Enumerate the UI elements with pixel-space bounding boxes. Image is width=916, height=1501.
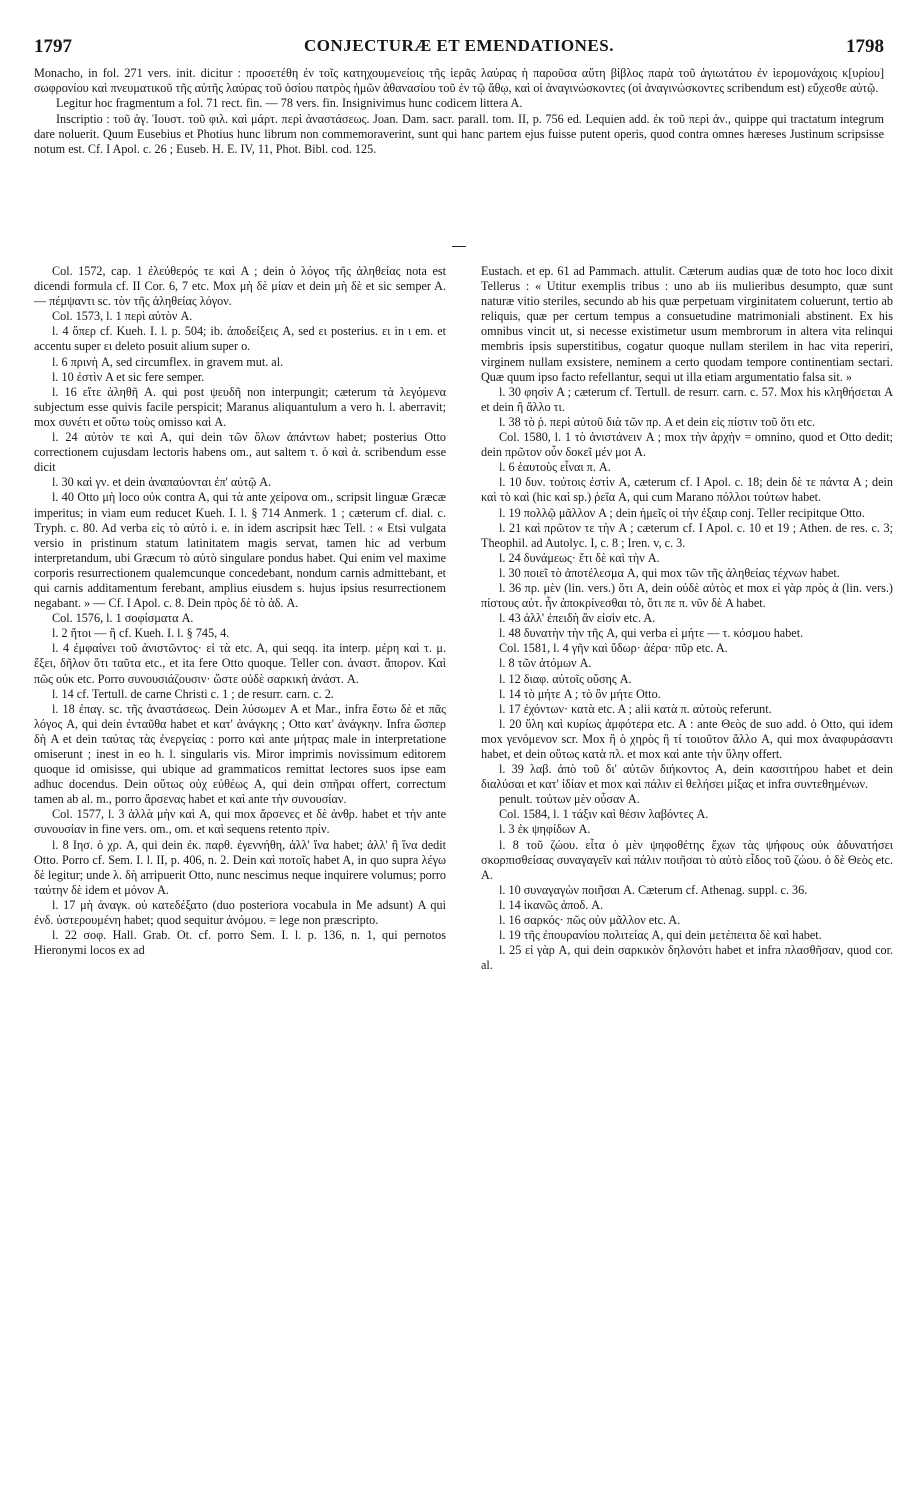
note-paragraph: l. 18 ἐπαγ. sc. τῆς ἀναστάσεως. Dein λύσωμεν A et Mar., infra ἔστω δὲ et πᾶς λόγος A, qui dein ἐνταῦθα habet et κατ' ἀνάγκης ; Otto κατ' ἀνάγκην. Infra ὥσπερ δὴ A et dein ταύτας τὰς ἐνεργείας : porro καὶ ante μήτρας male in interpretatione omiserunt ; inest in eo h. l. singularis vis. Miror imprimis novissimum editorem quoque id omisisse, qui ubique ad grammaticos remittat lectores suos ipse eam adhuc docendus. Dein οὕτως οὐχ εὐθέως A, qui dein σπῆραι offert, correctum tamen ab al. m., porro ἄρσενας habet et καὶ ante τὴν συνουσίαν.	[34, 701, 446, 807]
note-paragraph: Col. 1573, l. 1 περὶ αὐτὸν A.	[52, 309, 193, 324]
page-number-left: 1797	[34, 36, 72, 57]
note-paragraph: l. 16 σαρκός· πῶς οὐν μᾶλλον etc. A.	[499, 913, 681, 928]
page-title: CONJECTURÆ ET EMENDATIONES.	[304, 36, 614, 55]
note-paragraph: l. 14 τὸ μήτε A ; τὸ ὂν μήτε Otto.	[499, 686, 661, 701]
running-head	[34, 36, 884, 62]
note-paragraph: l. 4 ἐμφαίνει τοῦ ἀνιστῶντος· εἰ τὰ etc. A, qui seqq. ita interp. μέρη καὶ τ. μ. ἕξει, δῆλον ὅτι ταῦτα etc., et ita fere Otto quoque. Teller con. ἀναστ. ἄπορον. Καὶ πῶς οὐκ etc. Porro συνουσιάζουσιν· ὥστε οὐδὲ σαρκικὴ ἀνάστ. A.	[34, 641, 446, 686]
note-paragraph: l. 3 ἐκ ψηφίδων A.	[499, 822, 591, 837]
note-paragraph: l. 20 ὕλη καὶ κυρίως ἀμφότερα etc. A : ante Θεὸς de suo add. ὁ Otto, qui idem mox γενόμενον scr. Mox ἢ ὁ χηρὸς ἢ τί τοιοῦτον ἄλλο A, qui mox ἀναφυράσαντι habet, et dein οὕτως κατὰ πλ. et mox καὶ ante τὴν ὕλην offert.	[481, 716, 893, 761]
note-paragraph: Col. 1584, l. 1 τάξιν καὶ θέσιν λαβόντες A.	[499, 807, 709, 822]
note-paragraph: penult. τούτων μὲν οὖσαν A.	[499, 792, 640, 807]
note-paragraph: l. 14 cf. Tertull. de carne Christi c. 1 ; de resurr. carn. c. 2.	[52, 686, 334, 701]
note-paragraph: l. 36 πρ. μὲν (lin. vers.) ὅτι A, dein οὐδὲ αὐτὸς et mox εἰ γὰρ πρὸς ἀ (lin. vers.) πίστους αὐτ. ἦν ἀποκρίνεσθαι τὸ, ὅτι πε π. νῦν δὲ A habet.	[481, 580, 893, 611]
note-paragraph: l. 16 εἴτε ἀληθῆ A. qui post ψευδῆ non interpungit; cæterum τὰ λεγόμενα subjectum esse quivis facile perspicit; Maranus aliquantulum a vero h. l. aberravit; mox συνέτι et οὕτω τοὺς omisso καὶ A.	[34, 384, 446, 429]
note-paragraph: Col. 1577, l. 3 ἀλλὰ μὴν καὶ A, qui mox ἄρσενες et δὲ ἀνθρ. habet et τὴν ante συνουσίαν in fine vers. om., om. et καὶ sequens retento πρίν.	[34, 807, 446, 837]
note-paragraph: l. 19 τῆς ἐπουρανίου πολιτείας A, qui dein μετέπειτα δὲ καὶ habet.	[499, 928, 822, 943]
note-paragraph: l. 6 ἑαυτοὺς εἶναι π. A.	[499, 460, 611, 475]
note-paragraph: l. 2 ἤτοι — ἢ cf. Kueh. I. l. § 745, 4.	[52, 626, 230, 641]
note-paragraph: l. 21 καὶ πρῶτον τε τὴν A ; cæterum cf. I Apol. c. 10 et 19 ; Athen. de res. c. 3; Theophil. ad Autolyc. I, c. 8 ; Iren. v, c. 3.	[481, 520, 893, 550]
note-paragraph: l. 40 Otto μὴ loco οὐκ contra A, qui τὰ ante χείρονα om., scripsit linguæ Græcæ imperitus; in viam eum reducet Kueh. I. l. § 714 Anmerk. 1 ; cæterum cf. dial. c. Tryph. c. 80. Ad verba εἰς τὸ αὐτὸ i. e. in idem ascripsit hæc Tell. : « Etsi vulgata versio in pristinum statum latinitatem magis servat, tamen hic ad verbum interpretandum, ubi Græcum τὸ αὐτὸ singulare pondus habet. Qui enim vel maxime corporis resurrectionem qualemcunque concedebant, nondum carnis admittebant, et qui carnis additamentum ferebant, amplius eiusdem s. hujus ipsius resurrectionem negabant. » — Cf. I Apol. c. 8. Dein πρὸς δὲ τὸ ἀδ. A.	[34, 490, 446, 611]
note-paragraph: l. 17 ἐχόντων· κατὰ etc. A ; alii κατὰ π. αὐτοὺς referunt.	[499, 701, 772, 716]
note-paragraph: l. 30 καὶ γν. et dein ἀναπαύονται ἐπ' αὐτῷ A.	[52, 475, 272, 490]
note-paragraph: l. 22 σοφ. Hall. Grab. Ot. cf. porro Sem. I. l. p. 136, n. 1, qui pernotos Hieronymi locos ex ad	[34, 928, 446, 958]
notes-column-left	[34, 264, 446, 958]
note-paragraph: l. 8 τῶν ἀτόμων A.	[499, 656, 592, 671]
note-paragraph: Col. 1576, l. 1 σοφίσματα A.	[52, 611, 194, 626]
note-paragraph: l. 12 διαφ. αὐτοῖς οὔσης A.	[499, 671, 632, 686]
note-paragraph: l. 30 φησὶν A ; cæterum cf. Tertull. de resurr. carn. c. 57. Mox his κληθήσεται A et dein ἢ ἄλλο τι.	[481, 384, 893, 414]
preface-paragraph: Monacho, in fol. 271 vers. init. dicitur : προσετέθη ἐν τοῖς κατηχουμενείοις τῆς ἱερᾶς λαύρας ἡ παροῦσα αὕτη βίβλος παρὰ τοῦ ἁγιωτάτου ἐν ἱερομονάχοις κ[υρίου] σωφρονίου καὶ πνευματικοῦ τῆς αὐτῆς λαύρας τοῦ ὁσίου πατρὸς ἡμῶν ἀθανασίου τοῦ ἐν τῷ ἄθῳ, καὶ οἱ ἀναγινώσκοντες (οἱ ἀναγινώσκοντες scribendum est) εὔχεσθε αὐτῷ.	[34, 66, 884, 96]
preface-paragraph: Legitur hoc fragmentum a fol. 71 rect. fin. — 78 vers. fin. Insignivimus hunc codicem littera A.	[56, 96, 523, 111]
note-paragraph: l. 8 τοῦ ζώου. εἶτα ὁ μὲν ψηφοθέτης ἔχων τὰς ψήφους οὐκ ἀδυνατήσει σκορπισθείσας συναγαγεῖν καὶ πάλιν ποιῆσαι τὸ αὐτὸ εἶδος τοῦ ζώου. ὁ δὲ Θεὸς etc. A.	[481, 837, 893, 882]
note-paragraph: Col. 1581, l. 4 γῆν καὶ ὕδωρ· ἀέρα· πῦρ etc. A.	[499, 641, 728, 656]
note-paragraph: l. 10 δυν. τούτοις ἐστὶν A, cæterum cf. I Apol. c. 18; dein δὲ τε πάντα A ; dein καὶ τὸ καὶ (hic καὶ sp.) ῥεῖα A, qui cum Marano πόλλοι τούτων habet.	[481, 475, 893, 505]
preface-block	[34, 66, 884, 157]
section-divider	[452, 246, 466, 247]
preface-paragraph: Inscriptio : τοῦ ἁγ. Ἰουστ. τοῦ φιλ. καὶ μάρτ. περὶ ἀναστάσεως. Joan. Dam. sacr. parall. tom. II, p. 756 ed. Lequien add. ἐκ τοῦ περὶ ἀν., quippe qui tractatum integrum dare noluerit. Quum Eusebius et Photius hunc librum non commemoraverint, sunt qui hanc partem ejus fuisse putent operis, quod contra omnes hæreses Justinum scripsisse notum est. Cf. I Apol. c. 26 ; Euseb. H. E. IV, 11, Phot. Bibl. cod. 125.	[34, 111, 884, 157]
note-paragraph: l. 39 λαβ. ἀπὸ τοῦ δι' αὐτῶν διήκοντος A, dein κασσιτήρου habet et dein διαλύσαι et κατ' ἰδίαν et mox καὶ πάλιν εἰ θελήσει μίξας et infra συντεθημένων.	[481, 762, 893, 792]
note-paragraph: l. 38 τὸ ῥ. περὶ αὐτοῦ διὰ τῶν πρ. A et dein εἰς πίστιν τοῦ ὅτι etc.	[499, 414, 816, 429]
note-paragraph: Eustach. et ep. 61 ad Pammach. attulit. Cæterum audias quæ de toto hoc loco dixit Tellerus : « Utitur exemplis tribus : uno ab iis mulieribus desumpto, quæ sunt naturæ vitio steriles, secundo ab his quæ perpetuam virginitatem coluerunt, tertio ab reliquis, quæ per certum tempus a consuetudine matrimoniali abstinent. Ex his omnibus vincit ut, si necesse existimetur usum membrorum in altera vita relinqui membris ipsis superstitibus, cogatur quoque nullam sterilem in hac vita reperiri, virginem nullam exsistere, neminem a certo quodam tempore continentiam sectari. Quæ quum ipso facto refellantur, sequi ut illa etiam argumentatio falsa sit. »	[481, 264, 893, 384]
note-paragraph: l. 19 πολλῷ μᾶλλον A ; dein ἡμεῖς οἱ τὴν ἐξαιρ conj. Teller recipitque Otto.	[499, 505, 865, 520]
note-paragraph: Col. 1572, cap. 1 ἐλεύθερός τε καὶ A ; dein ὁ λόγος τῆς ἀληθείας nota est dicendi formula cf. II Cor. 6, 7 etc. Mox μὴ δὲ μίαν et dein μὴ δὲ et sic semper A. — πέμψαντι sc. τὸν τῆς ἀληθείας λόγον.	[34, 264, 446, 309]
note-paragraph: l. 43 ἀλλ' ἐπειδὴ ἂν εἰσὶν etc. A.	[499, 611, 656, 626]
note-paragraph: l. 14 ἱκανῶς ἀποδ. A.	[499, 897, 604, 912]
note-paragraph: l. 24 αὐτὸν τε καὶ A, qui dein τῶν ὅλων ἀπάντων habet; posterius Otto correctionem cujusdam lectoris habens om., aut saltem τ. ὁ καὶ ἀ. scribendum esse dicit	[34, 430, 446, 475]
note-paragraph: l. 25 εἰ γὰρ A, qui dein σαρκικὸν δηλονότι habet et infra πλασθῆσαν, quod cor. al.	[481, 943, 893, 973]
note-paragraph: Col. 1580, l. 1 τὸ ἀνιστάνειν A ; mox τὴν ἀρχὴν = omnino, quod et Otto dedit; dein πρῶτον οὖν δοκεῖ μέν μοι A.	[481, 430, 893, 460]
note-paragraph: l. 48 δυνατὴν τὴν τῆς A, qui verba εἰ μήτε — τ. κόσμου habet.	[499, 626, 804, 641]
note-paragraph: l. 24 δυνάμεως· ἔτι δὲ καὶ τὴν A.	[499, 550, 660, 565]
note-paragraph: l. 10 συναγαγὼν ποιῆσαι A. Cæterum cf. Athenag. suppl. c. 36.	[499, 882, 808, 897]
note-paragraph: l. 4 ὅπερ cf. Kueh. I. l. p. 504; ib. ἀποδείξεις A, sed ει posterius. ει in ι em. et accentu super ει deleto posuit alium super ο.	[34, 324, 446, 354]
note-paragraph: l. 8 Ιησ. ὁ χρ. A, qui dein ἐκ. παρθ. ἐγεννήθη, ἀλλ' ἵνα habet; ἀλλ' ἢ ἵνα dedit Otto. Porro cf. Sem. I. l. II, p. 406, n. 2. Dein καὶ ποτοῖς habet A, in quo supra λέγω δὲ legitur; unde λ. δὴ arripuerit Otto, nunc nescimus neque inquirere volumus; porro ταύτην δὲ idem et μόνον A.	[34, 837, 446, 897]
note-paragraph: l. 17 μὴ ἀναγκ. οὐ κατεδέξατο (duo posteriora vocabula in Me adsunt) A qui ἐνδ. ὑστερουμένη habet; quod sequitur ἀνόμου. = lege non præscripto.	[34, 897, 446, 928]
notes-column-right	[481, 264, 893, 973]
note-paragraph: l. 30 ποιεῖ τὸ ἀποτέλεσμα A, qui mox τῶν τῆς ἀληθείας τέχνων habet.	[499, 565, 840, 580]
page-number-right: 1798	[846, 36, 884, 57]
note-paragraph: l. 10 ἐστὶν A et sic fere semper.	[52, 369, 205, 384]
note-paragraph: l. 6 πρινὴ A, sed circumflex. in gravem mut. al.	[52, 354, 284, 369]
